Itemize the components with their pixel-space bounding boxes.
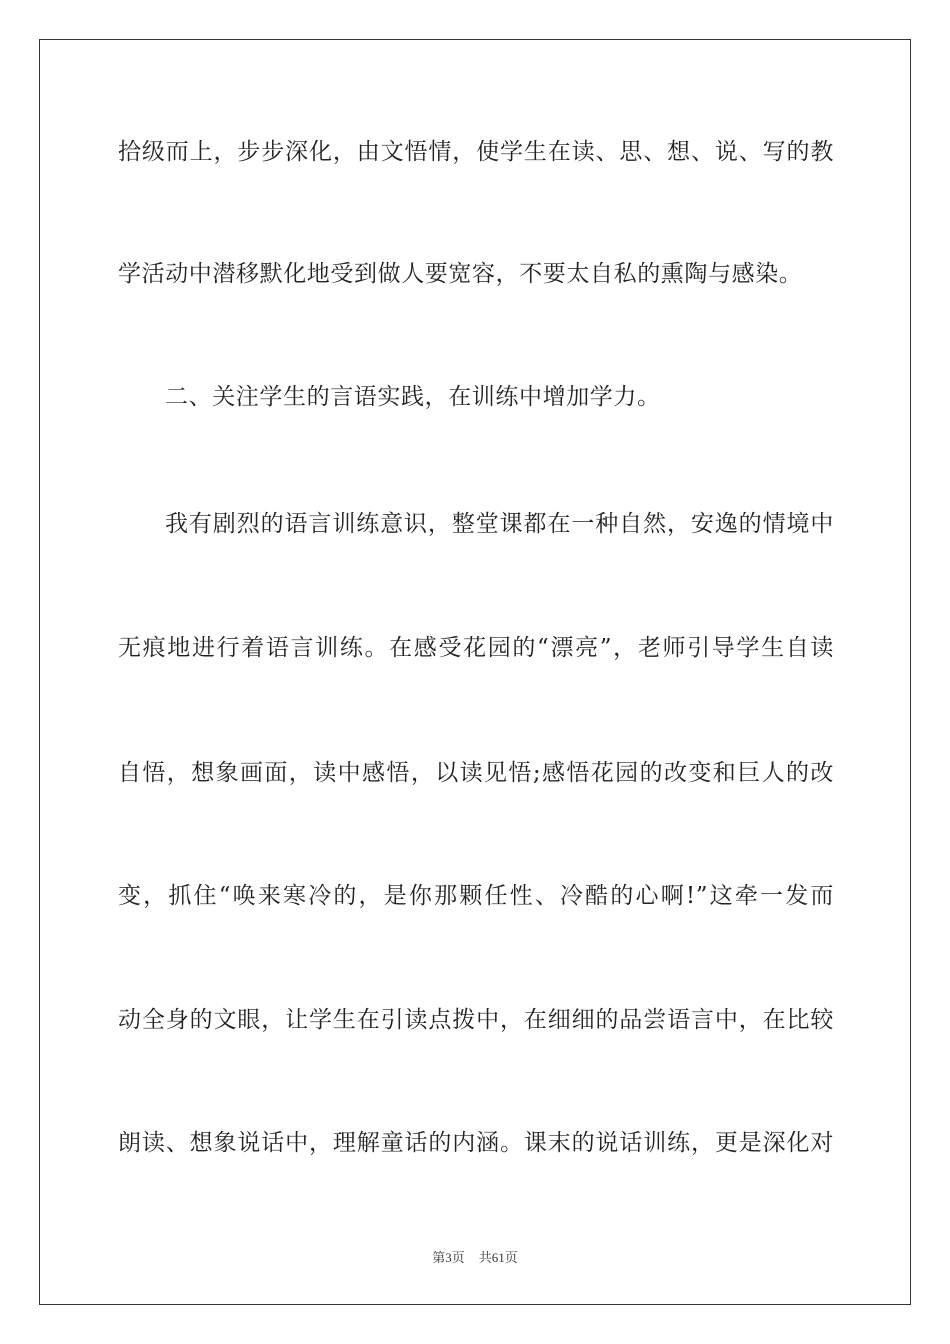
page-total: 共61页 xyxy=(478,1250,518,1265)
body-text-line: 变，抓住“唤来寒冷的，是你那颗任性、冷酷的心啊!”这牵一发而 xyxy=(118,883,834,909)
body-text-line: 自悟，想象画面，读中感悟，以读见悟;感悟花园的改变和巨人的改 xyxy=(118,760,834,786)
page-footer xyxy=(0,1247,950,1266)
section-heading: 二、关注学生的言语实践，在训练中增加学力。 xyxy=(165,384,661,410)
body-text-line: 无痕地进行着语言训练。在感受花园的“漂亮”，老师引导学生自读 xyxy=(118,635,834,661)
body-text-line: 我有剧烈的语言训练意识，整堂课都在一种自然，安逸的情境中 xyxy=(165,511,834,537)
body-text-line: 学活动中潜移默化地受到做人要宽容，不要太自私的熏陶与感染。 xyxy=(118,261,803,287)
body-text-line: 动全身的文眼，让学生在引读点拨中，在细细的品尝语言中，在比较 xyxy=(118,1007,834,1033)
body-text-line: 朗读、想象说话中，理解童话的内涵。课末的说话训练，更是深化对 xyxy=(118,1130,834,1156)
page-number: 第3页 xyxy=(432,1250,465,1265)
page-border xyxy=(39,39,911,1305)
body-text-line: 拾级而上，步步深化，由文悟情，使学生在读、思、想、说、写的教 xyxy=(118,139,834,165)
